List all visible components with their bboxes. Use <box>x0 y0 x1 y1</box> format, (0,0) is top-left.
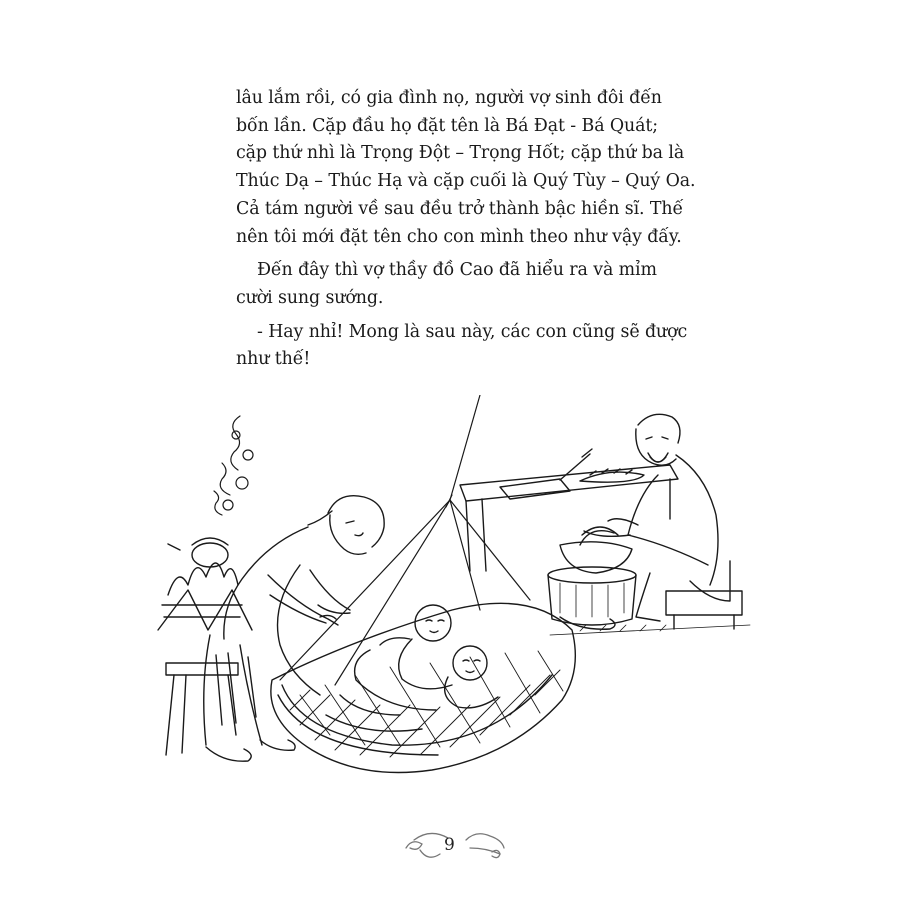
cooking-pot-icon <box>548 527 636 629</box>
cloud-ornament-icon <box>400 826 510 866</box>
text-line: nên tôi mới đặt tên cho con mình theo như vậy đấy. <box>236 226 682 247</box>
bench-icon <box>166 663 238 755</box>
twin-babies-icon <box>326 605 498 731</box>
page-footer <box>400 826 510 866</box>
hanging-ropes-icon <box>280 395 530 685</box>
smoke-icon <box>214 416 253 515</box>
text-line: như thế! <box>236 349 311 370</box>
text-line: Đến đây thì vợ thầy đồ Cao đã hiểu ra và mỉm <box>257 260 657 281</box>
page-number: 9 <box>444 835 455 855</box>
text-line: Cả tám người về sau đều trở thành bậc hiền sĩ. Thế <box>236 198 684 219</box>
story-text <box>236 85 696 374</box>
text-line: cười sung sướng. <box>236 287 384 308</box>
text-line: lâu lắm rồi, có gia đình nọ, người vợ sinh đôi đến <box>236 88 662 108</box>
text-line: - Hay nhỉ! Mong là sau này, các con cũng sẽ được <box>257 321 688 342</box>
family-scene-illustration <box>150 395 760 790</box>
text-line: Thúc Dạ – Thúc Hạ và cặp cuối là Quý Tùy – Quý Oa. <box>236 171 696 192</box>
mother-figure-icon <box>204 496 384 762</box>
text-line: bốn lần. Cặp đầu họ đặt tên là Bá Đạt - Bá Quát; <box>236 115 659 136</box>
text-line: cặp thứ nhì là Trọng Đột – Trọng Hốt; cặp thứ ba là <box>236 143 685 164</box>
